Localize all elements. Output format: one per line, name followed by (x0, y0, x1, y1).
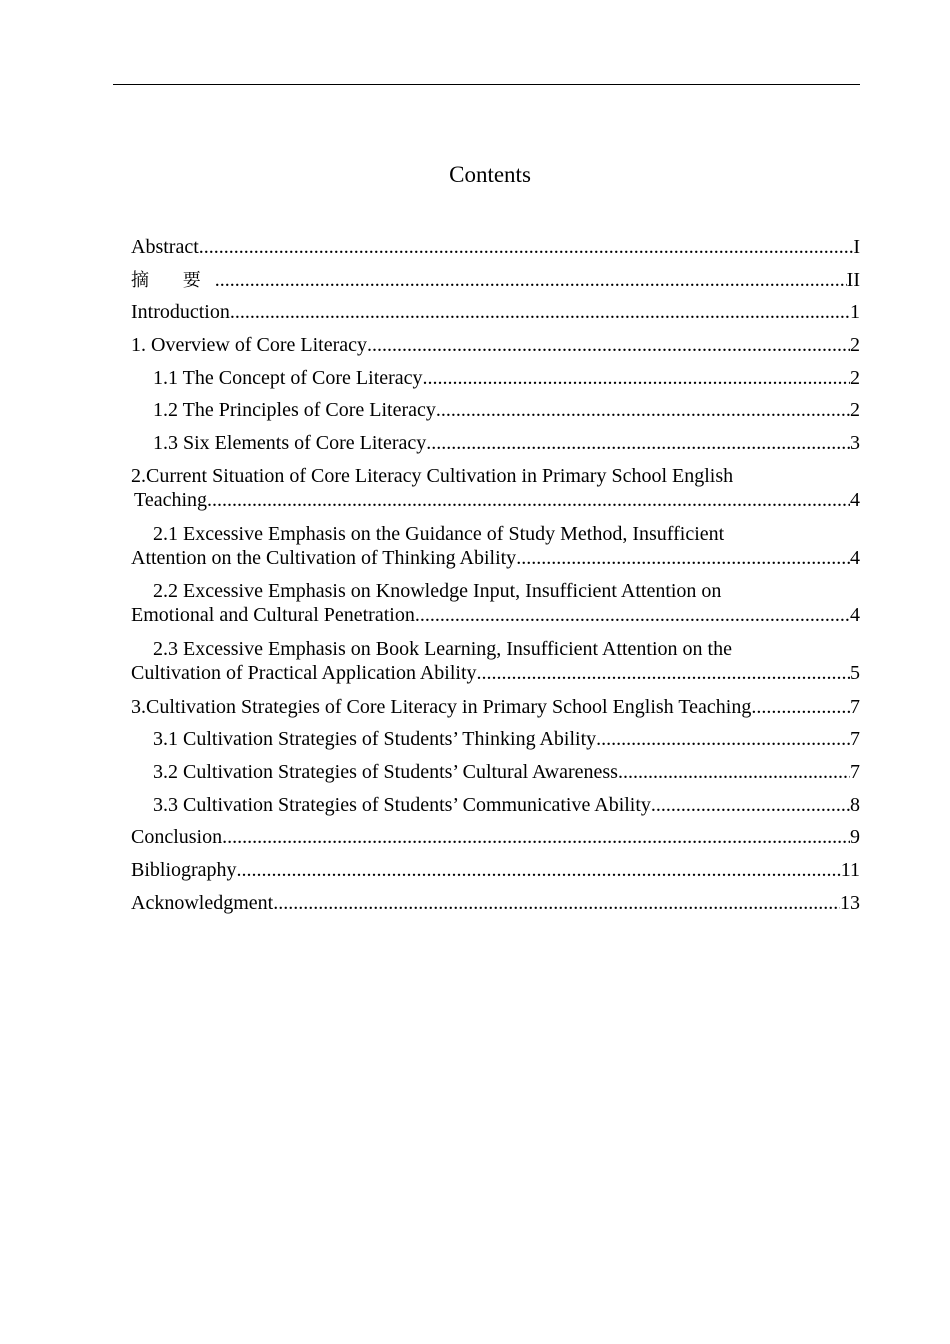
toc-page-number: 5 (850, 661, 860, 684)
toc-entry-label: 1. Overview of Core Literacy (131, 334, 368, 357)
toc-entry-label-continued: Teaching (134, 488, 208, 511)
toc-entry-label: 3.2 Cultivation Strategies of Students’ Cultural Awareness (153, 760, 618, 783)
dot-leader (199, 235, 854, 260)
toc-entry-label: 1.2 The Principles of Core Literacy (153, 399, 436, 422)
toc-entry-label: 2.Current Situation of Core Literacy Cultivation in Primary School English (131, 464, 734, 487)
toc-page-number: 4 (850, 546, 860, 569)
toc-page-number: 4 (850, 488, 860, 511)
toc-entry-bibliography[interactable] (131, 855, 860, 888)
toc-page-number: II (846, 268, 860, 291)
dot-leader (367, 333, 850, 358)
toc-entry-section-1-1[interactable] (131, 363, 860, 396)
dot-leader (436, 398, 850, 423)
toc-entry-section-3-3[interactable] (131, 790, 860, 823)
toc-entry-section-2-2[interactable] (131, 576, 860, 634)
toc-entry-section-2-1[interactable] (131, 519, 860, 577)
toc-entry-label: 摘 要 (131, 269, 215, 291)
toc-page-number: 2 (850, 399, 860, 422)
toc-page-number: 13 (840, 891, 860, 914)
toc-page-number: 8 (850, 793, 860, 816)
dot-leader (415, 603, 850, 628)
toc-page-number: 7 (850, 695, 860, 718)
dot-leader (751, 695, 850, 720)
toc-entry-section-2-3[interactable] (131, 634, 860, 692)
toc-entry-introduction[interactable] (131, 297, 860, 330)
toc-entry-label: 3.Cultivation Strategies of Core Literacy in Primary School English Teaching (131, 695, 752, 718)
toc-page-number: 3 (850, 432, 860, 455)
toc-entry-label: 3.3 Cultivation Strategies of Students’ Communicative Ability (153, 793, 651, 816)
dot-leader (237, 858, 841, 883)
toc-entry-chinese-abstract[interactable] (131, 265, 860, 298)
dot-leader (651, 793, 850, 818)
toc-entry-label: 2.2 Excessive Emphasis on Knowledge Input, Insufficient Attention on (153, 580, 722, 603)
toc-page-number: 2 (850, 334, 860, 357)
toc-entry-label: Conclusion (131, 826, 223, 849)
toc-entry-label: 2.3 Excessive Emphasis on Book Learning, Insufficient Attention on the (153, 637, 732, 660)
dot-leader (423, 366, 850, 391)
toc-page-number: 4 (850, 604, 860, 627)
toc-entry-conclusion[interactable] (131, 822, 860, 855)
toc-page-number: I (853, 236, 860, 258)
toc-entry-label: 2.1 Excessive Emphasis on the Guidance of Study Method, Insufficient (153, 522, 725, 545)
toc-page-number: 7 (850, 760, 860, 783)
toc-entry-label: Acknowledgment (131, 891, 274, 914)
page-title: Contents (449, 162, 531, 187)
dot-leader (477, 661, 850, 686)
table-of-contents (131, 232, 860, 920)
toc-entry-section-3-1[interactable] (131, 724, 860, 757)
toc-entry-chapter-3[interactable] (131, 692, 860, 725)
toc-entry-label: Introduction (131, 301, 230, 324)
toc-entry-label: 1.3 Six Elements of Core Literacy (153, 432, 427, 455)
dot-leader (222, 825, 850, 850)
toc-entry-label: Bibliography (131, 859, 237, 881)
toc-entry-section-1-2[interactable] (131, 395, 860, 428)
toc-entry-abstract[interactable] (131, 232, 860, 265)
dot-leader (596, 727, 850, 752)
dot-leader (618, 760, 850, 785)
toc-entry-chapter-2[interactable] (131, 461, 860, 519)
toc-page-number: 2 (850, 366, 860, 389)
dot-leader (426, 431, 850, 456)
toc-entry-section-1-3[interactable] (131, 428, 860, 461)
toc-page-number: 1 (850, 301, 860, 324)
dot-leader (273, 891, 840, 916)
dot-leader (215, 268, 847, 293)
dot-leader (207, 488, 850, 513)
toc-page-number: 11 (840, 859, 860, 881)
dot-leader (230, 300, 850, 325)
header-rule (113, 84, 860, 85)
toc-entry-label-continued: Cultivation of Practical Application Ability (131, 661, 477, 684)
toc-entry-acknowledgment[interactable] (131, 888, 860, 921)
toc-page-number: 9 (850, 826, 860, 849)
toc-entry-label-continued: Emotional and Cultural Penetration (131, 604, 415, 627)
dot-leader (516, 546, 850, 571)
toc-entry-label: 3.1 Cultivation Strategies of Students’ Thinking Ability (153, 728, 597, 751)
toc-entry-section-3-2[interactable] (131, 757, 860, 790)
toc-entry-label-continued: Attention on the Cultivation of Thinking Ability (131, 546, 517, 569)
toc-page-number: 7 (850, 728, 860, 751)
toc-entry-label: 1.1 The Concept of Core Literacy (153, 366, 423, 389)
toc-entry-label: Abstract (131, 236, 199, 258)
toc-entry-chapter-1[interactable] (131, 330, 860, 363)
